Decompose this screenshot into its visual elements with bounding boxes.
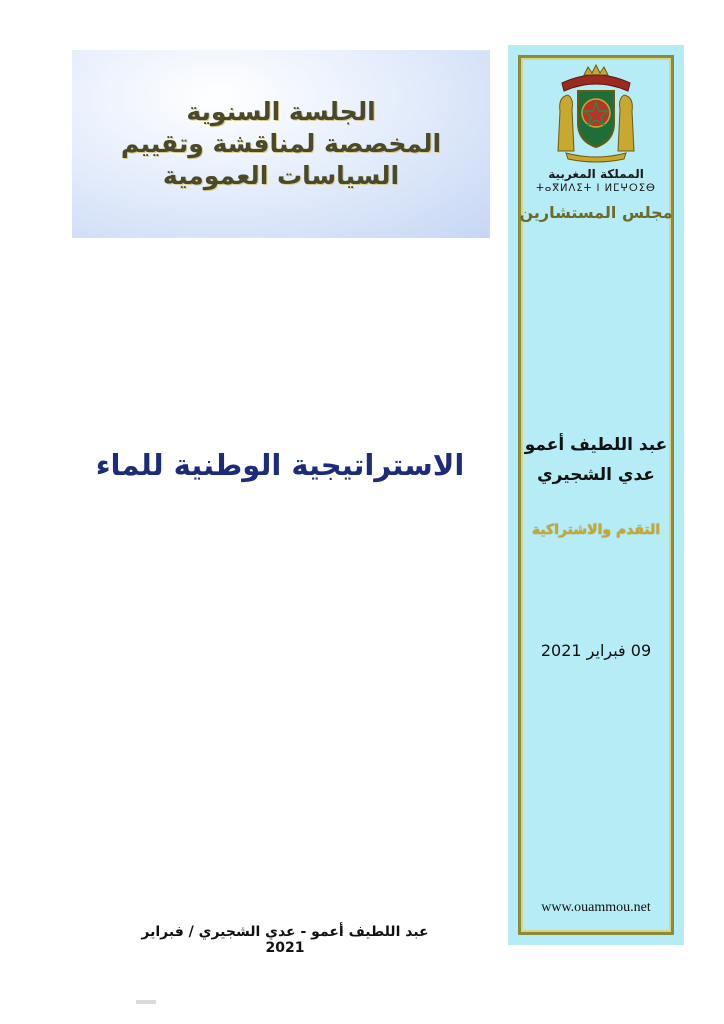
website-link[interactable]: www.ouammou.net [541,900,651,915]
kingdom-name-tifinagh: ⵜⴰⴳⵍⴷⵉⵜ ⵏ ⵍⵎⵖⵔⵉⴱ [536,183,656,194]
session-header-box [72,50,490,238]
cover-sidebar [508,45,684,945]
document-title: الاستراتيجية الوطنية للماء [95,448,465,482]
footer-credits: عبد اللطيف أعمو - عدي الشجيري / فبراير 2021 [141,924,429,956]
party-name: التقدم والاشتراكية [531,522,661,538]
author-name-2: عدي الشجيري [537,465,655,485]
author-name-1: عبد اللطيف أعمو [524,435,668,455]
page-marker [136,1000,156,1004]
header-line-1: الجلسة السنوية [186,97,376,126]
header-line-2: المخصصة لمناقشة وتقييم [120,129,442,158]
document-date: 09 فبراير 2021 [540,641,652,660]
council-name: مجلس المستشارين [519,203,673,222]
coat-of-arms-icon [544,61,648,165]
kingdom-name-arabic: المملكة المغربية [548,167,644,181]
header-line-3: السياسات العمومية [162,161,400,190]
